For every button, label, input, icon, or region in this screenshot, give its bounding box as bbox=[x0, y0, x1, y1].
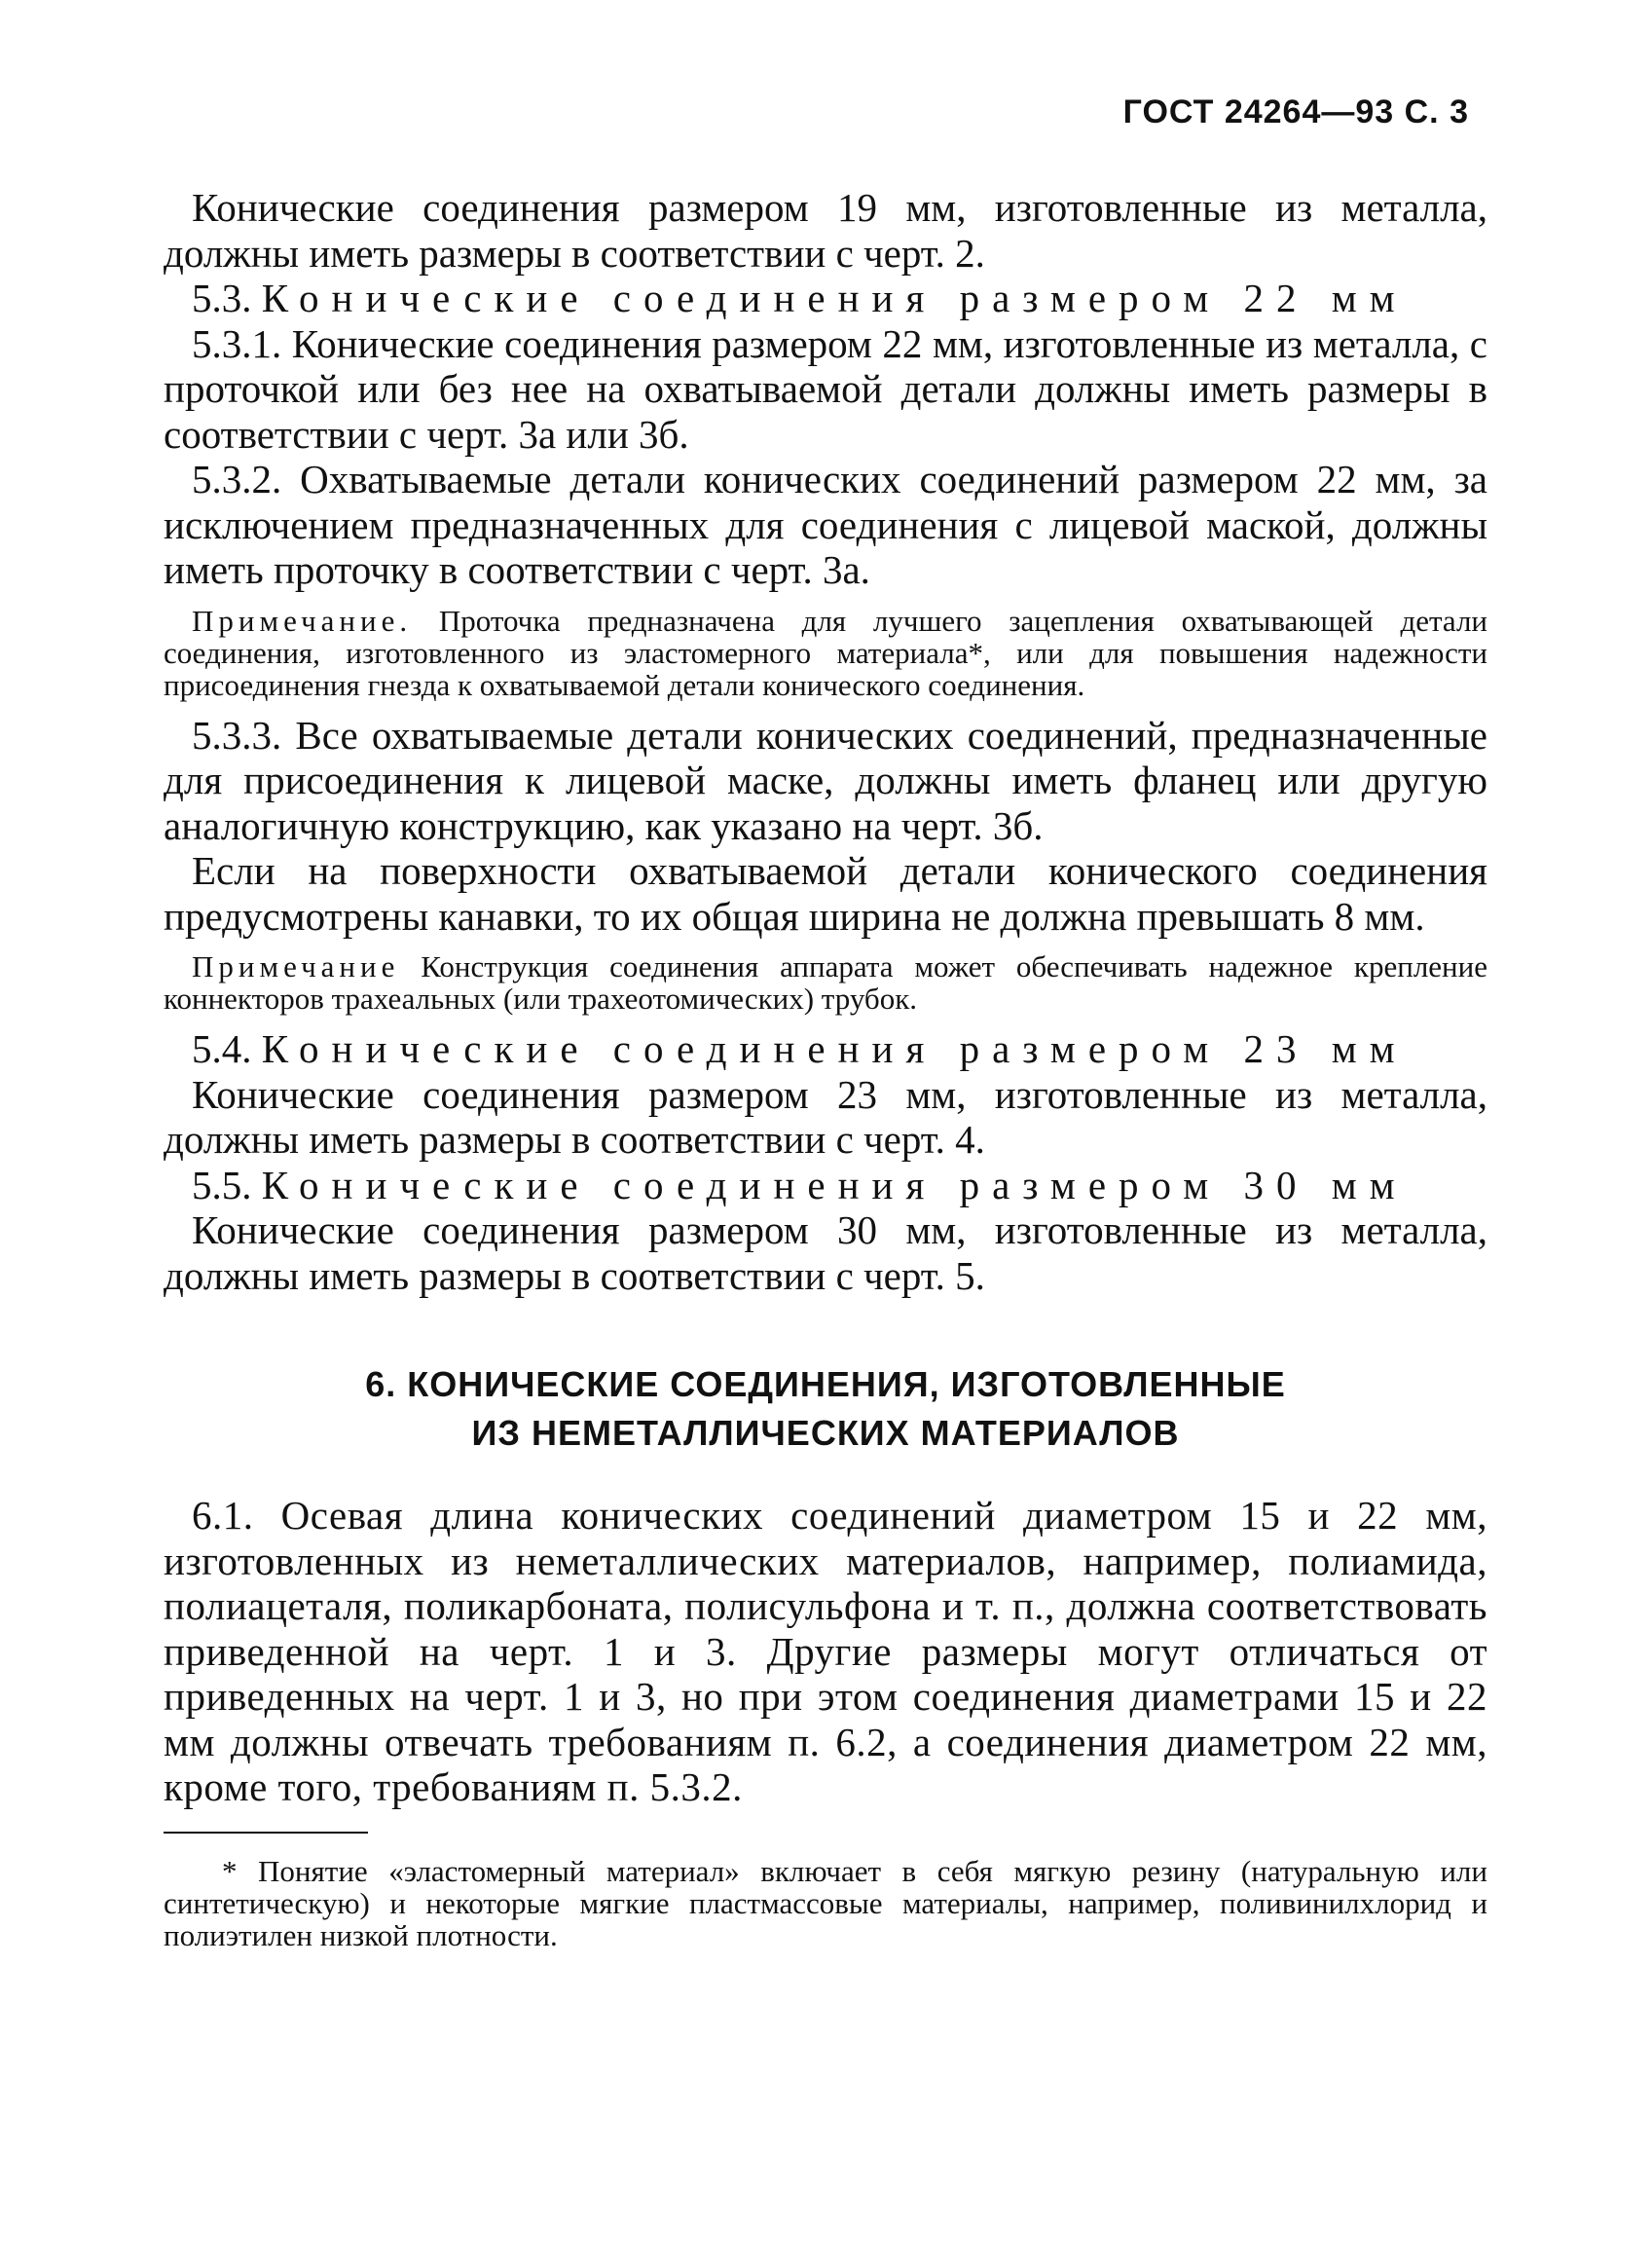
note-2-text: Конструкция соединения аппарата может обеспечивать надежное крепление коннекторов трахеальных (или трахеотомических) трубок. bbox=[164, 949, 1487, 1016]
note-1-text: Проточка предназначена для лучшего зацепления охватывающей детали соединения, изготовленного из эластомерного материала*, или для повышения надежности присоединения гнезда к охватываемой детали конического соединения. bbox=[164, 603, 1488, 702]
footnote: * Понятие «эластомерный материал» включает в себя мягкую резину (натуральную или синтетическую) и некоторые мягкие пластмассовые материалы, например, поливинилхлорид и полиэтилен низкой плотности. bbox=[164, 1853, 1487, 1952]
paragraph-5-4: Конические соединения размером 23 мм, изготовленные из металла, должны иметь размеры в соответствии с черт. 4. bbox=[164, 1071, 1487, 1162]
paragraph-grooves: Если на поверхности охватываемой детали конического соединения предусмотрены канавки, то их общая ширина не должна превышать 8 мм. bbox=[164, 848, 1487, 939]
page-header: ГОСТ 24264—93 С. 3 bbox=[1122, 93, 1469, 130]
section-5-3-number: 5.3. bbox=[192, 276, 252, 320]
paragraph-6-1: 6.1. Осевая длина конических соединений диаметром 15 и 22 мм, изготовленных из неметаллических материалов, например, полиамида, полиацеталя, поликарбоната, полисульфона и т. п., должна соответствовать приведенной на черт. 1 и 3. Другие размеры могут отличаться от приведенных на черт. 1 и 3, но при этом соединения диаметрами 15 и 22 мм должны отвечать требованиям п. 6.2, а соединения диаметром 22 мм, кроме того, требованиям п. 5.3.2. bbox=[164, 1493, 1487, 1809]
section-5-4-title: Конические соединения размером 23 мм bbox=[261, 1026, 1408, 1071]
section-5-5-title: Конические соединения размером 30 мм bbox=[261, 1162, 1408, 1207]
note-2 bbox=[164, 950, 1487, 1015]
section-6-heading-line-1: 6. КОНИЧЕСКИЕ СОЕДИНЕНИЯ, ИЗГОТОВЛЕННЫЕ bbox=[365, 1364, 1286, 1404]
section-5-5-number: 5.5. bbox=[192, 1162, 252, 1207]
paragraph-5-5: Конические соединения размером 30 мм, изготовленные из металла, должны иметь размеры в соответствии с черт. 5. bbox=[164, 1207, 1487, 1298]
section-6-heading bbox=[164, 1360, 1487, 1458]
paragraph-5-3-3: 5.3.3. Все охватываемые детали конических соединений, предназначенные для присоединения к лицевой маске, должны иметь фланец или другую аналогичную конструкцию, как указано на черт. 3б. bbox=[164, 712, 1487, 848]
document-body bbox=[164, 185, 1487, 1951]
section-5-3-heading bbox=[164, 276, 1487, 321]
paragraph-5-3-2: 5.3.2. Охватываемые детали конических соединений размером 22 мм, за исключением предназначенных для соединения с лицевой маской, должны иметь проточку в соответствии с черт. 3а. bbox=[164, 457, 1487, 592]
paragraph-p1: Конические соединения размером 19 мм, изготовленные из металла, должны иметь размеры в соответствии с черт. 2. bbox=[164, 185, 1487, 276]
section-5-4-number: 5.4. bbox=[192, 1026, 252, 1071]
paragraph-5-3-1: 5.3.1. Конические соединения размером 22 мм, изготовленные из металла, с проточкой или без нее на охватываемой детали должны иметь размеры в соответствии с черт. 3а или 3б. bbox=[164, 320, 1487, 457]
section-6-heading-line-2: ИЗ НЕМЕТАЛЛИЧЕСКИХ МАТЕРИАЛОВ bbox=[471, 1413, 1180, 1453]
note-2-label: Примечание bbox=[192, 949, 400, 983]
section-5-3-title: Конические соединения размером 22 мм bbox=[261, 276, 1408, 320]
section-5-4-heading bbox=[164, 1026, 1487, 1072]
note-1 bbox=[164, 605, 1487, 701]
note-1-label: Примечание. bbox=[192, 603, 413, 638]
section-5-5-heading bbox=[164, 1163, 1487, 1208]
footnote-divider bbox=[164, 1832, 368, 1834]
